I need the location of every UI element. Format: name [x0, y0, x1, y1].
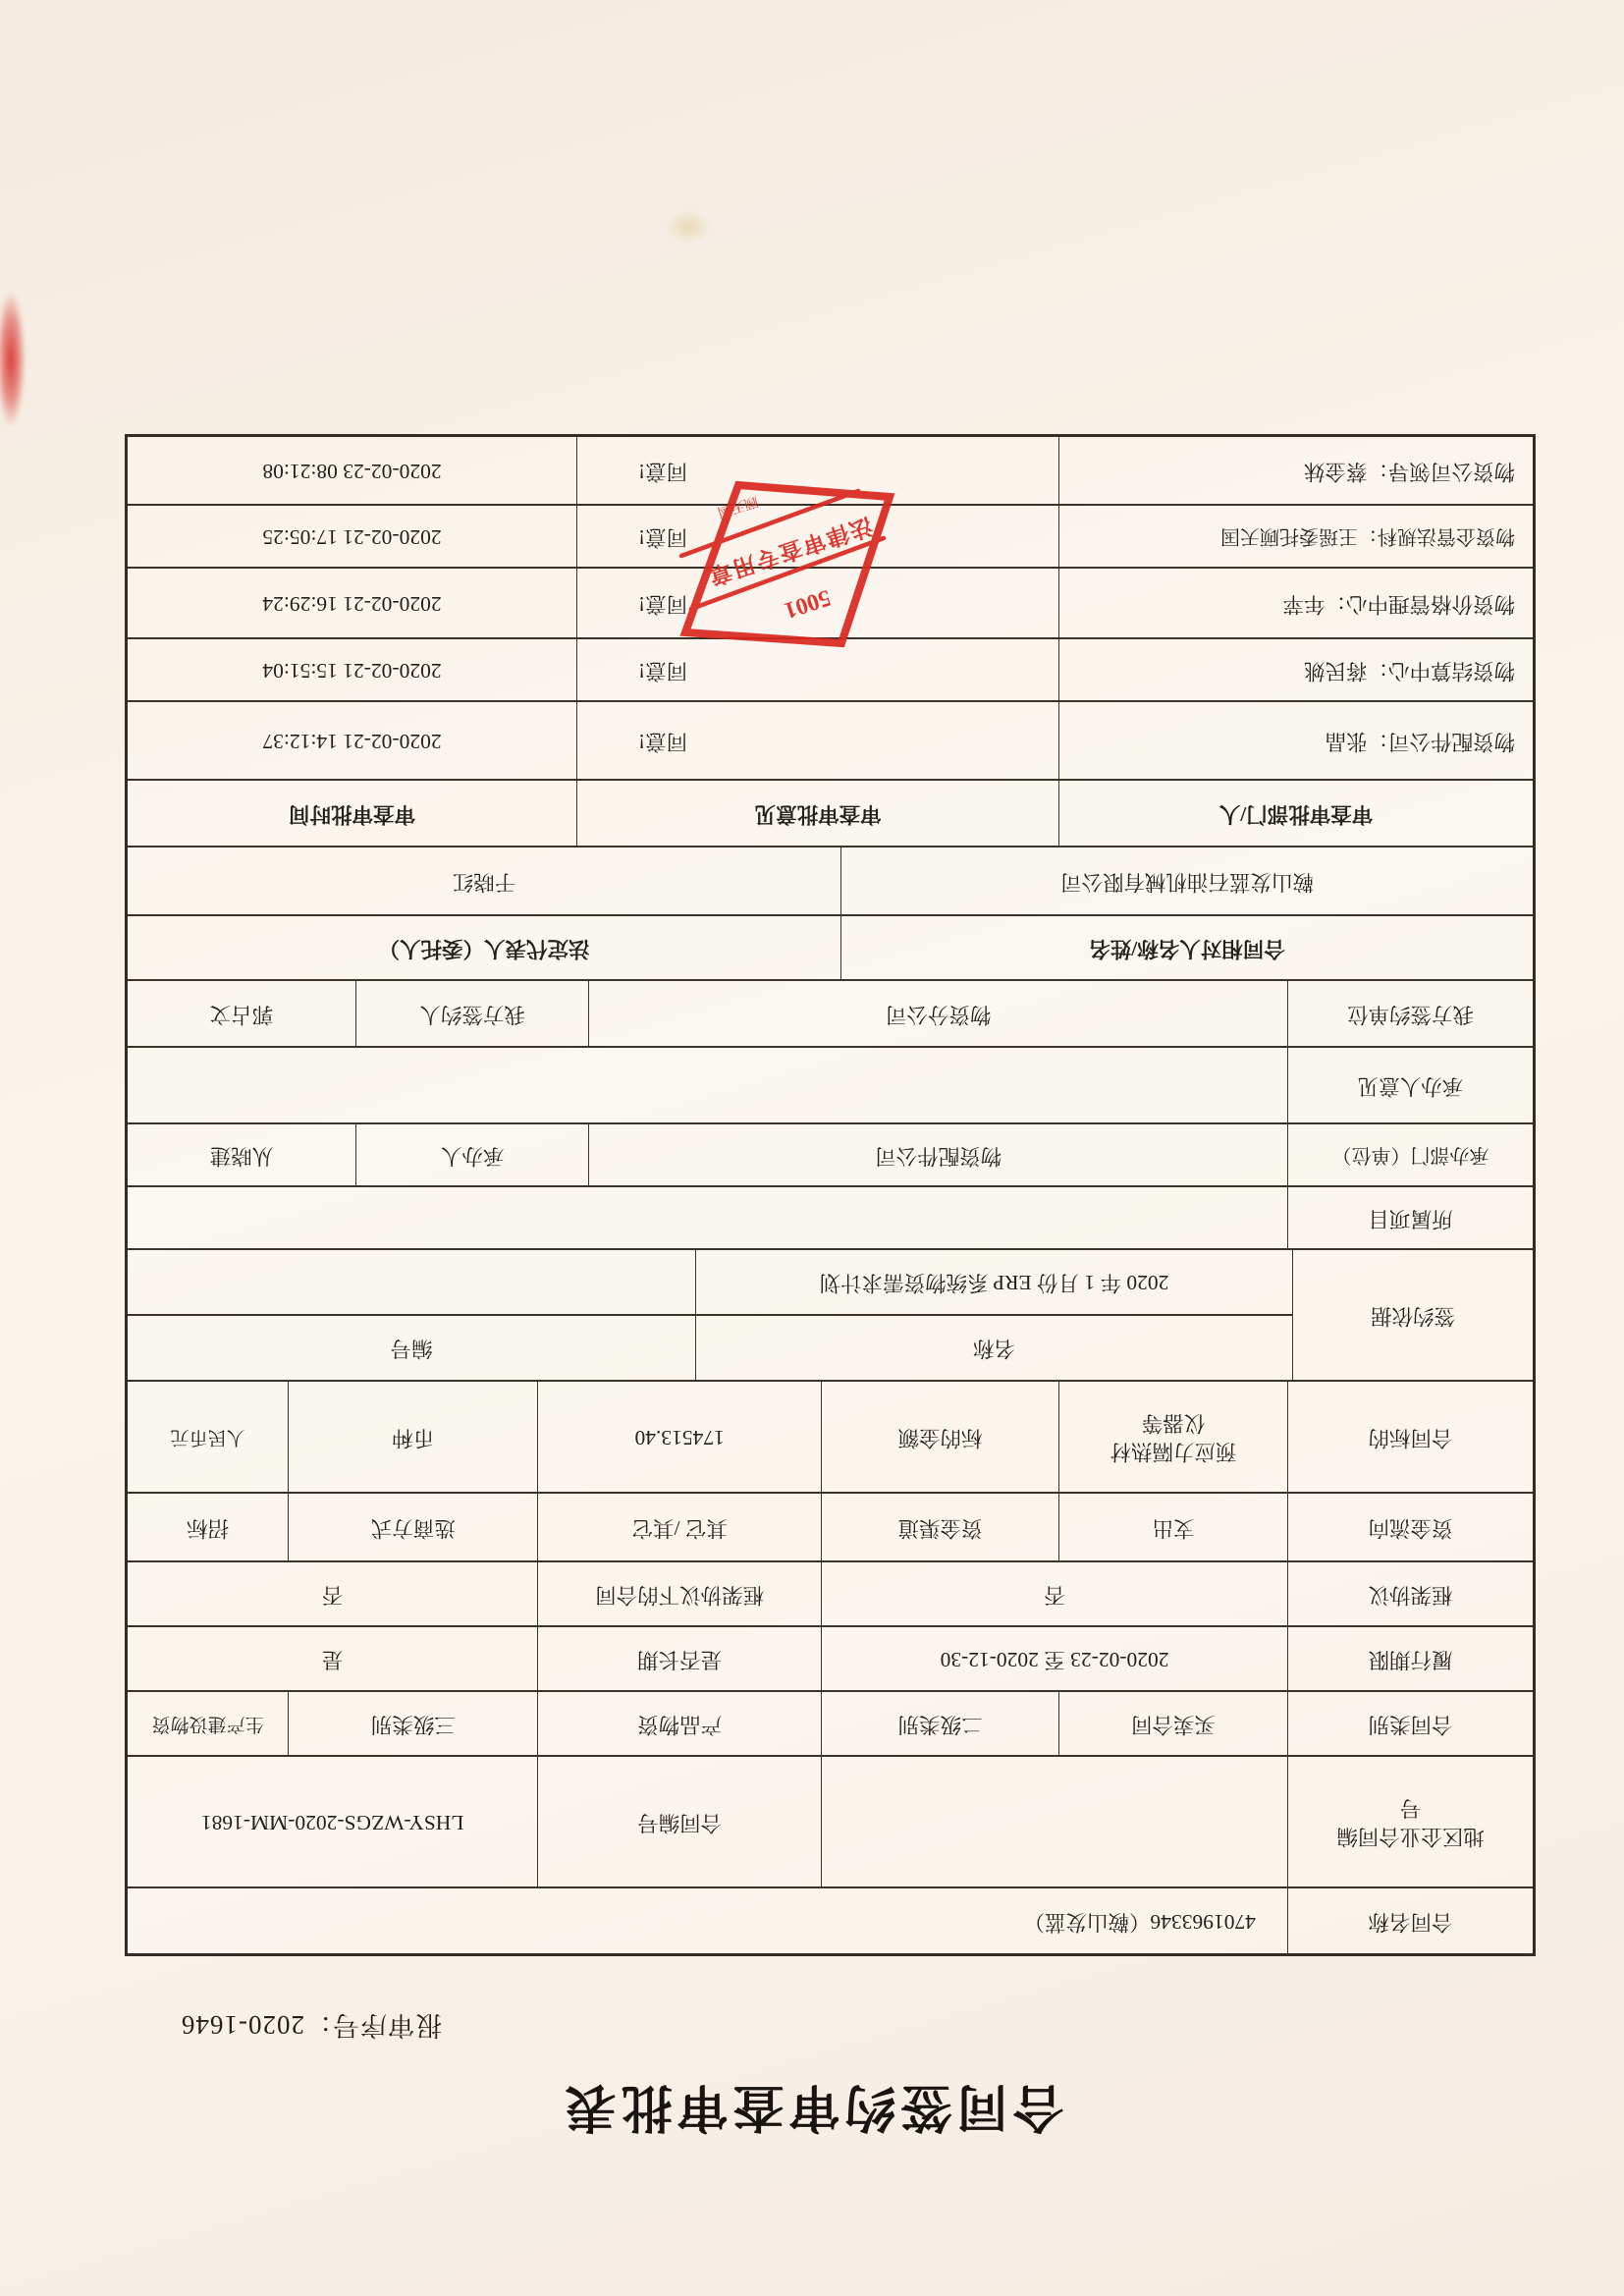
stamp-name: 顾天国 — [715, 492, 760, 519]
approval-dept: 物资配件公司：张晶 — [1325, 729, 1515, 753]
page-title: 合同签约审查审批表 — [560, 2078, 1064, 2134]
approval-dept: 物资企管法规科：王瑶委托顾天国 — [1220, 525, 1515, 548]
our-signing-unit-value: 物资分公司 — [589, 981, 1288, 1046]
framework-agreement-label: 框架协议 — [1368, 1582, 1453, 1607]
table-row — [128, 847, 1533, 916]
approval-table — [125, 434, 1536, 1956]
handler-value: 从晓建 — [128, 1124, 356, 1185]
handler-label: 承办人 — [356, 1124, 589, 1185]
contract-name-value: 4701963346（鞍山发蓝） — [128, 1888, 1288, 1953]
table-row — [128, 1494, 1533, 1562]
table-row — [128, 981, 1533, 1048]
review-opinion-header: 审查审批意见 — [577, 781, 1059, 846]
table-row — [128, 781, 1533, 847]
long-term-value: 是 — [128, 1627, 538, 1690]
table-row — [128, 1187, 1533, 1250]
project-label: 所属项目 — [1368, 1206, 1453, 1230]
second-category-label: 二级类别 — [822, 1692, 1059, 1755]
table-row — [128, 1382, 1533, 1494]
table-row — [128, 1124, 1533, 1187]
table-row — [128, 1757, 1533, 1888]
contract-subject-value — [1059, 1382, 1288, 1492]
contract-subject-label: 合同标的 — [1368, 1425, 1453, 1449]
approval-opinion: 同意! — [577, 437, 1059, 504]
fund-flow-value: 支出 — [1059, 1494, 1288, 1560]
handler-opinion-label: 承办人意见 — [1357, 1073, 1464, 1098]
paper-stain — [666, 210, 711, 244]
basis-number-header: 编号 — [128, 1316, 696, 1380]
contract-name-label: 合同名称 — [1368, 1909, 1453, 1934]
contract-category-label: 合同类别 — [1368, 1712, 1453, 1736]
approval-opinion: 同意! — [577, 506, 1059, 567]
project-value — [128, 1187, 1288, 1248]
table-row — [128, 1250, 1533, 1382]
approval-dept: 物资结算中心：蒋民姚 — [1303, 658, 1515, 683]
fund-channel-label: 资金渠道 — [822, 1494, 1059, 1560]
signing-basis-label: 签约依据 — [1371, 1303, 1456, 1328]
vendor-selection-label: 选商方式 — [289, 1494, 538, 1560]
contract-subject-line2: 仪器等 — [1141, 1411, 1206, 1435]
handling-dept-value: 物资配件公司 — [589, 1124, 1288, 1185]
fund-channel-value: 其它 /其它 — [538, 1494, 822, 1560]
basis-number-value — [128, 1250, 696, 1314]
approval-dept: 物资价格管理中心：年苹 — [1282, 591, 1515, 616]
report-number-label: 报审序号： — [304, 2010, 442, 2040]
under-framework-value: 否 — [128, 1562, 538, 1625]
red-edge-smudge — [0, 291, 26, 428]
approval-time: 2020-02-21 14:12:37 — [128, 702, 577, 779]
review-dept-header: 审查审批部门/人 — [1218, 801, 1374, 826]
currency-value: 人民币元 — [128, 1382, 289, 1492]
approval-time: 2020-02-21 17:05:25 — [128, 506, 577, 567]
counterparty-name-value: 鞍山发蓝石油机械有限公司 — [1059, 869, 1314, 894]
our-signer-value: 郭占文 — [128, 981, 356, 1046]
second-category-value: 产品物资 — [538, 1692, 822, 1755]
table-row — [128, 1562, 1533, 1627]
basis-name-value: 2020 年 1 月份 ERP 系统物资需求计划 — [696, 1250, 1293, 1314]
report-number — [181, 2008, 442, 2047]
table-row — [128, 1048, 1533, 1124]
table-row — [128, 1888, 1533, 1953]
approval-row — [128, 639, 1533, 702]
legal-review-stamp — [677, 479, 895, 648]
handler-opinion-value — [128, 1048, 1288, 1122]
stamp-number: 5001 — [781, 583, 835, 624]
our-signer-label: 我方签约人 — [356, 981, 589, 1046]
table-row — [128, 1627, 1533, 1692]
review-time-header: 审查审批时间 — [128, 781, 577, 846]
table-row — [128, 1692, 1533, 1757]
approval-time: 2020-02-23 08:21:08 — [128, 437, 577, 504]
long-term-label: 是否长期 — [538, 1627, 822, 1690]
basis-name-header: 名称 — [696, 1316, 1293, 1380]
framework-agreement-value: 否 — [822, 1562, 1288, 1625]
performance-period-label: 履行期限 — [1368, 1647, 1453, 1671]
performance-period-value: 2020-02-23 至 2020-12-30 — [822, 1627, 1288, 1690]
signing-basis-value-row — [128, 1250, 1293, 1316]
subject-amount-label: 标的金额 — [822, 1382, 1059, 1492]
approval-time: 2020-02-21 16:29:24 — [128, 569, 577, 637]
under-framework-label: 框架协议下的合同 — [538, 1562, 822, 1625]
report-number-value: 2020-1646 — [181, 2010, 304, 2040]
currency-label: 币种 — [289, 1382, 538, 1492]
contract-no-value: LHSY-WZGS-2020-MM-1681 — [128, 1757, 538, 1886]
stamp-text: 法律审查专用章 — [704, 513, 876, 590]
fund-flow-label: 资金流向 — [1368, 1515, 1453, 1540]
legal-representative-header: 法定代表人（委托人） — [128, 916, 841, 979]
approval-dept: 物资公司领导：蔡金妹 — [1303, 459, 1515, 483]
approval-time: 2020-02-21 15:51:04 — [128, 639, 577, 700]
region-contract-no-label: 地区企业合同编号 — [1336, 1796, 1485, 1849]
legal-representative-value: 于晓红 — [128, 847, 841, 914]
signing-basis-header-row — [128, 1316, 1293, 1380]
contract-category-value: 买卖合同 — [1059, 1692, 1288, 1755]
approval-opinion: 同意! — [577, 569, 1059, 637]
approval-row — [128, 702, 1533, 781]
counterparty-name-header: 合同相对人名称/姓名 — [1089, 936, 1285, 960]
vendor-selection-value: 招标 — [128, 1494, 289, 1560]
region-contract-no-value — [822, 1757, 1288, 1886]
third-category-label: 三级类别 — [289, 1692, 538, 1755]
table-row — [128, 916, 1533, 981]
approval-opinion: 同意! — [577, 702, 1059, 779]
contract-subject-line1: 预应力隔热材 — [1110, 1440, 1237, 1464]
our-signing-unit-label: 我方签约单位 — [1347, 1002, 1475, 1026]
third-category-value: 生产建设物资 — [128, 1692, 289, 1755]
contract-no-label: 合同编号 — [538, 1757, 822, 1886]
subject-amount-value: 174513.40 — [538, 1382, 822, 1492]
handling-dept-label: 承办部门（单位） — [1331, 1144, 1489, 1167]
approval-opinion: 同意! — [577, 639, 1059, 700]
signing-basis-subtable — [128, 1250, 1293, 1380]
